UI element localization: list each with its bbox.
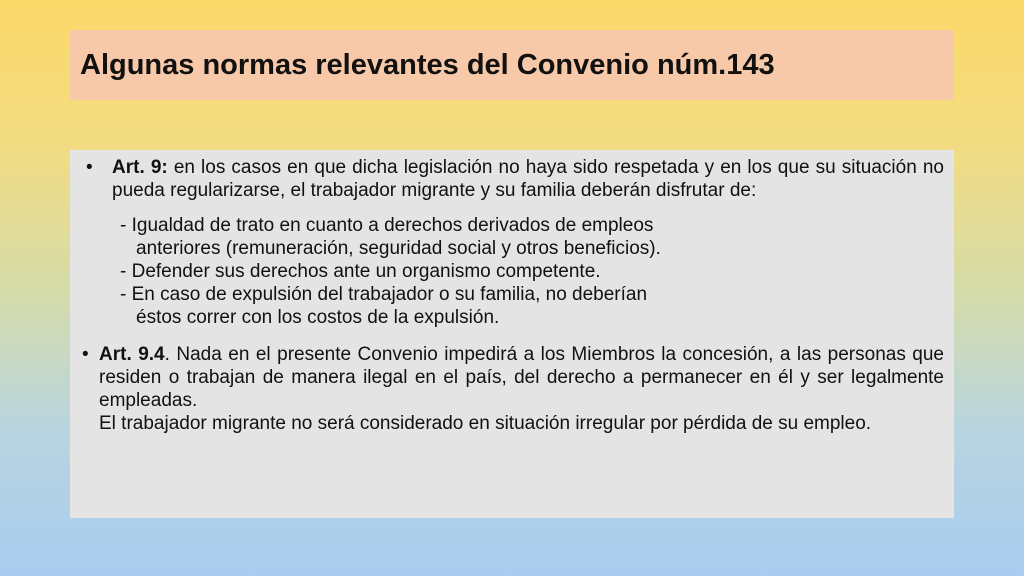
- sub-item-expulsion: [120, 283, 944, 329]
- slide-title: Algunas normas relevantes del Convenio núm.143: [80, 48, 775, 81]
- content-panel: [70, 150, 954, 518]
- sub-list: [120, 214, 944, 329]
- sub-item-line: - Defender sus derechos ante un organismo competente.: [120, 261, 601, 282]
- article-label: Art. 9.4: [99, 344, 165, 365]
- bullet-paragraph: [99, 343, 944, 412]
- sub-item-continuation: éstos correr con los costos de la expulsión.: [136, 307, 500, 328]
- article-label: Art. 9:: [112, 157, 168, 178]
- sub-item-defend-rights: [120, 260, 944, 283]
- sub-item-equal-treatment: [120, 214, 944, 260]
- sub-item-line: - Igualdad de trato en cuanto a derechos derivados de empleos: [120, 215, 654, 236]
- bullet-marker: •: [82, 344, 89, 365]
- bullet-art-9-4: [80, 343, 944, 435]
- bullet-art-9: [80, 156, 944, 202]
- article-text: en los casos en que dicha legislación no haya sido respetada y en los que su situación no pueda regularizarse, el trabajador migrante y su familia deberán disfrutar de:: [112, 157, 944, 201]
- bullet-marker: •: [86, 157, 93, 178]
- sub-item-line: - En caso de expulsión del trabajador o su familia, no deberían: [120, 284, 648, 305]
- bullet-extra-paragraph: El trabajador migrante no será considerado en situación irregular por pérdida de su empleo.: [99, 413, 872, 434]
- title-banner: [70, 30, 954, 100]
- sub-item-continuation: anteriores (remuneración, seguridad social y otros beneficios).: [136, 238, 661, 259]
- article-text: . Nada en el presente Convenio impedirá a los Miembros la concesión, a las personas que residen o trabajan de manera ilegal en el país, del derecho a permanecer en él y ser legalmente empleadas.: [99, 344, 944, 411]
- bullet-paragraph: [112, 156, 944, 202]
